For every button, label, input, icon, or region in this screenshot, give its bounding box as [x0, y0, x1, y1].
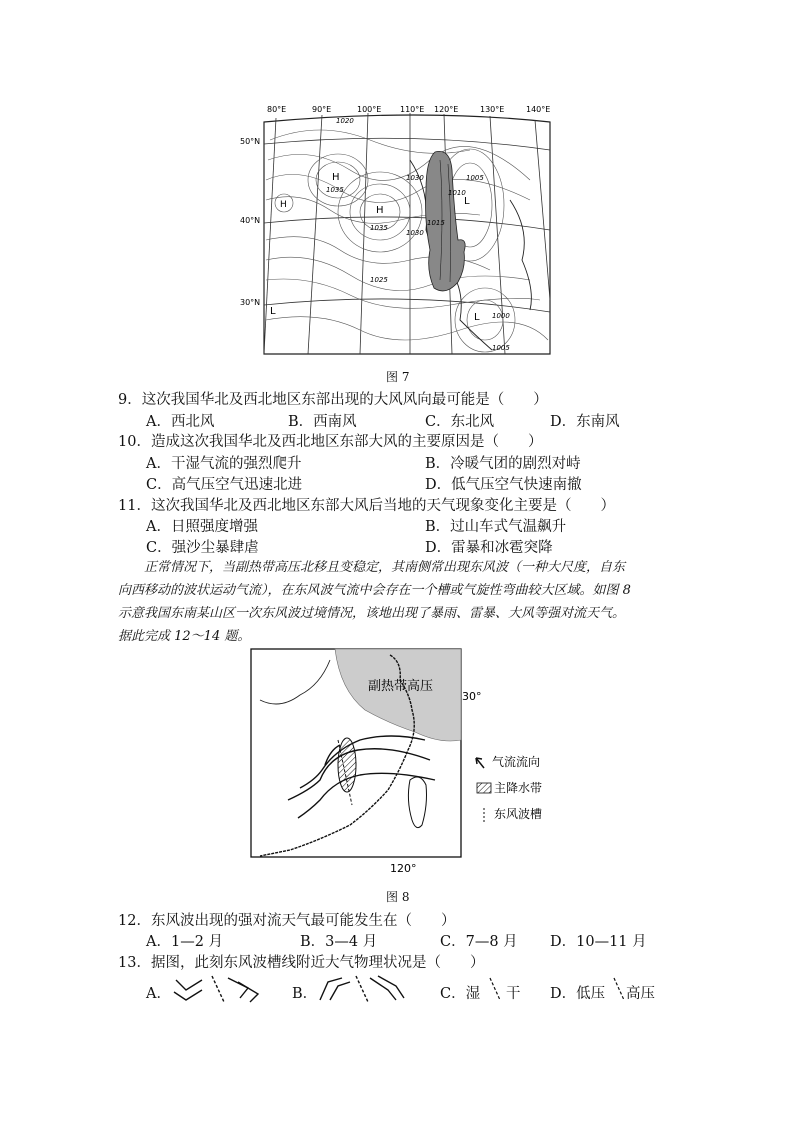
subtropical-high-label: 副热带高压	[368, 679, 434, 694]
question-13-stem: 13．据图，此刻东风波槽线附近大气物理状况是（ ）	[118, 955, 485, 971]
passage	[118, 556, 638, 648]
q10-option-b[interactable]: B．冷暖气团的剧烈对峙	[425, 456, 581, 472]
low-pressure-label: L	[270, 306, 276, 317]
q12-option-d[interactable]: D．10—11 月	[550, 934, 647, 950]
trough-symbol-c	[488, 976, 502, 1002]
q11-option-b[interactable]: B．过山车式气温飙升	[425, 519, 567, 535]
lon-label: 120°E	[434, 105, 459, 114]
q9-option-a[interactable]: A．西北风	[146, 414, 215, 430]
figure-7-weather-map	[230, 100, 570, 360]
wind-diagram-b	[312, 972, 408, 1006]
q13-option-d-right: 高压	[626, 986, 655, 1002]
isobar-label: 1005	[466, 174, 484, 182]
high-pressure-label: H	[280, 200, 287, 210]
q9-option-c[interactable]: C．东北风	[425, 414, 495, 430]
lat-label: 30°	[462, 690, 482, 703]
wind-diagram-a	[168, 972, 268, 1006]
passage-line: 示意我国东南某山区一次东风波过境情况，该地出现了暴雨、雷暴、大风等强对流天气。	[118, 606, 626, 621]
isobar-label: 1000	[492, 312, 510, 320]
q13-option-c-right: 干	[506, 986, 521, 1002]
q11-option-d[interactable]: D．雷暴和冰雹突降	[425, 540, 553, 556]
q9-option-b[interactable]: B．西南风	[288, 414, 357, 430]
passage-line: 据此完成 12～14 题。	[118, 629, 251, 644]
legend-trough: 东风波槽	[494, 807, 543, 821]
lat-label: 30°N	[240, 298, 261, 307]
lon-label: 120°	[390, 862, 417, 875]
q13-option-b-label: B．	[292, 986, 318, 1002]
high-pressure-label: H	[332, 172, 340, 183]
q13-option-c[interactable]	[440, 982, 480, 1003]
question-9-stem: 9．这次我国华北及西北地区东部出现的大风风向最可能是（ ）	[118, 392, 548, 408]
trough-symbol-d	[612, 976, 626, 1002]
question-12-stem: 12．东风波出现的强对流天气最可能发生在（ ）	[118, 913, 456, 929]
lon-label: 140°E	[526, 105, 551, 114]
low-pressure-label: L	[464, 196, 470, 207]
isobar-label: 1025	[370, 276, 388, 284]
lat-label: 50°N	[240, 137, 261, 146]
isobar-label: 1020	[336, 117, 354, 125]
q11-option-c[interactable]: C．强沙尘暴肆虐	[146, 540, 259, 556]
figure-7-caption: 图 7	[386, 370, 410, 384]
q12-option-b[interactable]: B．3—4 月	[300, 934, 378, 950]
passage-line: 正常情况下，当副热带高压北移且变稳定，其南侧常出现东风波（一种大尺度，自东	[144, 560, 626, 575]
q12-option-c[interactable]: C．7—8 月	[440, 934, 518, 950]
lon-label: 80°E	[267, 105, 287, 114]
lat-label: 40°N	[240, 216, 261, 225]
lon-label: 90°E	[312, 105, 332, 114]
legend-rain-band: 主降水带	[494, 781, 543, 795]
question-11-stem: 11．这次我国华北及西北地区东部大风后当地的天气现象变化主要是（ ）	[118, 498, 615, 514]
isobar-label: 1030	[406, 174, 424, 182]
figure-8-caption: 图 8	[386, 890, 410, 904]
isobar-label: 1005	[492, 344, 510, 352]
isobar-label: 1035	[326, 186, 344, 194]
q12-option-a[interactable]: A．1—2 月	[146, 934, 224, 950]
q13-option-d-label: D．低压	[550, 986, 606, 1002]
lon-label: 110°E	[400, 105, 425, 114]
passage-line: 向西移动的波状运动气流），在东风波气流中会存在一个槽或气旋性弯曲较大区域。如图 8	[118, 583, 631, 598]
isobar-label: 1015	[427, 219, 445, 227]
parallels	[264, 138, 550, 312]
q10-option-a[interactable]: A．干湿气流的强烈爬升	[146, 456, 302, 472]
q13-option-c-label: C．湿	[440, 986, 481, 1002]
question-10-stem: 10．造成这次我国华北及西北地区东部大风的主要原因是（ ）	[118, 434, 543, 450]
isobar-label: 1010	[448, 189, 466, 197]
legend	[476, 754, 542, 822]
q9-option-d[interactable]: D．东南风	[550, 414, 620, 430]
high-pressure-label: H	[376, 205, 384, 216]
lon-label: 100°E	[357, 105, 382, 114]
legend-airflow: 气流流向	[492, 755, 541, 769]
q13-option-d[interactable]	[550, 982, 605, 1003]
q10-option-d[interactable]: D．低气压空气快速南撤	[425, 477, 582, 493]
q11-option-a[interactable]: A．日照强度增强	[146, 519, 258, 535]
q10-option-c[interactable]: C．高气压空气迅速北进	[146, 477, 303, 493]
low-pressure-label: L	[474, 312, 480, 323]
figure-8-easterly-wave-map	[240, 640, 570, 880]
isobar-label: 1030	[406, 229, 424, 237]
lon-label: 130°E	[480, 105, 505, 114]
isobar-label: 1035	[370, 224, 388, 232]
q13-option-a-label: A．	[146, 986, 171, 1002]
